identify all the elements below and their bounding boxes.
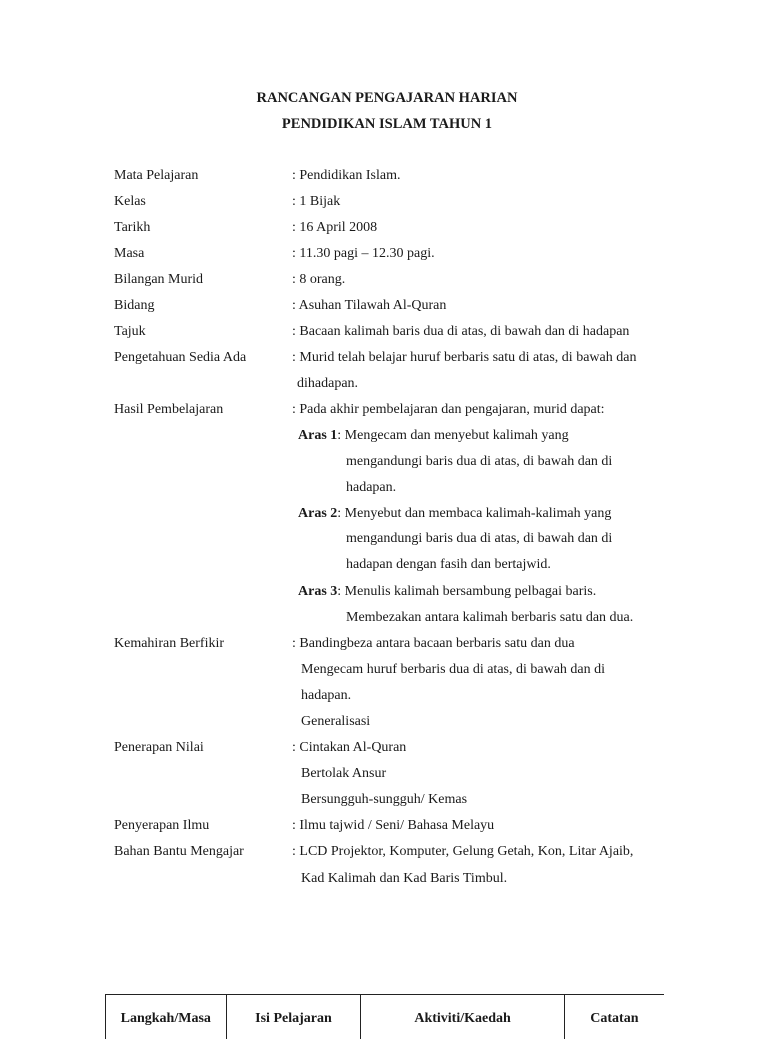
field-label: Bidang: [114, 298, 154, 314]
field-kemahiran-cont: [0, 688, 768, 714]
field-value: : 8 orang.: [292, 272, 345, 288]
lesson-table: [105, 994, 664, 1039]
field-masa: [0, 246, 768, 272]
field-value: : 11.30 pagi – 12.30 pagi.: [292, 246, 435, 262]
field-value-cont: dihadapan.: [297, 376, 358, 392]
field-value: : 16 April 2008: [292, 220, 377, 236]
aras-3-line: [0, 610, 768, 636]
field-kelas: [0, 194, 768, 220]
field-label: Pengetahuan Sedia Ada: [114, 350, 246, 366]
field-value-cont: hadapan.: [301, 688, 351, 704]
header-isi-pelajaran: Isi Pelajaran: [226, 995, 361, 1039]
field-value: : Bandingbeza antara bacaan berbaris satu dan dua: [292, 636, 575, 652]
aras-label: Aras 3: [298, 584, 337, 599]
aras-label: Aras 1: [298, 428, 337, 443]
aras-text: Membezakan antara kalimah berbaris satu dan dua.: [346, 610, 633, 626]
field-label: Tarikh: [114, 220, 150, 236]
field-value: : Pada akhir pembelajaran dan pengajaran, murid dapat:: [292, 402, 605, 418]
aras-label: Aras 2: [298, 506, 337, 521]
field-label: Penerapan Nilai: [114, 740, 204, 756]
field-bahan: [0, 844, 768, 870]
aras-2-line: [0, 531, 768, 557]
field-bilangan-murid: [0, 272, 768, 298]
field-value-cont: Mengecam huruf berbaris dua di atas, di bawah dan di: [301, 662, 605, 678]
field-value-cont: Generalisasi: [301, 714, 370, 730]
field-hasil: [0, 402, 768, 428]
aras-text: : Menyebut dan membaca kalimah-kalimah yang: [337, 506, 611, 521]
field-nilai-cont: [0, 766, 768, 792]
field-label: Bahan Bantu Mengajar: [114, 844, 244, 860]
field-bidang: [0, 298, 768, 324]
field-nilai-cont: [0, 792, 768, 818]
field-value: : Asuhan Tilawah Al-Quran: [292, 298, 446, 314]
field-value: : Pendidikan Islam.: [292, 168, 401, 184]
field-value-cont: Bersungguh-sungguh/ Kemas: [301, 792, 467, 808]
field-bahan-cont: [0, 871, 768, 897]
field-label: Kemahiran Berfikir: [114, 636, 224, 652]
field-label: Hasil Pembelajaran: [114, 402, 223, 418]
field-value: : Ilmu tajwid / Seni/ Bahasa Melayu: [292, 818, 494, 834]
field-value: : Murid telah belajar huruf berbaris satu di atas, di bawah dan: [292, 350, 636, 366]
aras-text: mengandungi baris dua di atas, di bawah dan di: [346, 531, 612, 547]
field-value: : Cintakan Al-Quran: [292, 740, 406, 756]
aras-3: [0, 584, 768, 610]
header-aktiviti-kaedah: Aktiviti/Kaedah: [361, 995, 564, 1039]
field-value-cont: Kad Kalimah dan Kad Baris Timbul.: [301, 871, 507, 887]
field-label: Kelas: [114, 194, 146, 210]
field-kemahiran: [0, 636, 768, 662]
aras-1-line: [0, 454, 768, 480]
field-pengetahuan: [0, 350, 768, 376]
aras-2: [0, 506, 768, 532]
field-pengetahuan-cont: [0, 376, 768, 402]
field-mata-pelajaran: [0, 168, 768, 194]
aras-text: mengandungi baris dua di atas, di bawah dan di: [346, 454, 612, 470]
field-tajuk: [0, 324, 768, 350]
table-header-row: [106, 995, 665, 1039]
field-kemahiran-cont: [0, 662, 768, 688]
aras-text: hadapan.: [346, 480, 396, 496]
aras-1: [0, 428, 768, 454]
aras-text: : Mengecam dan menyebut kalimah yang: [337, 428, 568, 443]
field-ilmu: [0, 818, 768, 844]
field-label: Tajuk: [114, 324, 146, 340]
aras-2-line: [0, 557, 768, 583]
field-label: Masa: [114, 246, 144, 262]
field-value-cont: Bertolak Ansur: [301, 766, 386, 782]
field-label: Penyerapan Ilmu: [114, 818, 209, 834]
field-value: : 1 Bijak: [292, 194, 340, 210]
field-kemahiran-cont: [0, 714, 768, 740]
title-line-1: RANCANGAN PENGAJARAN HARIAN: [0, 90, 768, 107]
header-langkah-masa: Langkah/Masa: [106, 995, 227, 1039]
field-nilai: [0, 740, 768, 766]
field-label: Mata Pelajaran: [114, 168, 198, 184]
field-label: Bilangan Murid: [114, 272, 203, 288]
field-value: : Bacaan kalimah baris dua di atas, di bawah dan di hadapan: [292, 324, 629, 340]
aras-1-line: [0, 480, 768, 506]
aras-text: : Menulis kalimah bersambung pelbagai baris.: [337, 584, 596, 599]
field-tarikh: [0, 220, 768, 246]
title-line-2: PENDIDIKAN ISLAM TAHUN 1: [0, 116, 768, 133]
header-catatan: Catatan: [564, 995, 664, 1039]
field-value: : LCD Projektor, Komputer, Gelung Getah, Kon, Litar Ajaib,: [292, 844, 633, 860]
aras-text: hadapan dengan fasih dan bertajwid.: [346, 557, 551, 573]
